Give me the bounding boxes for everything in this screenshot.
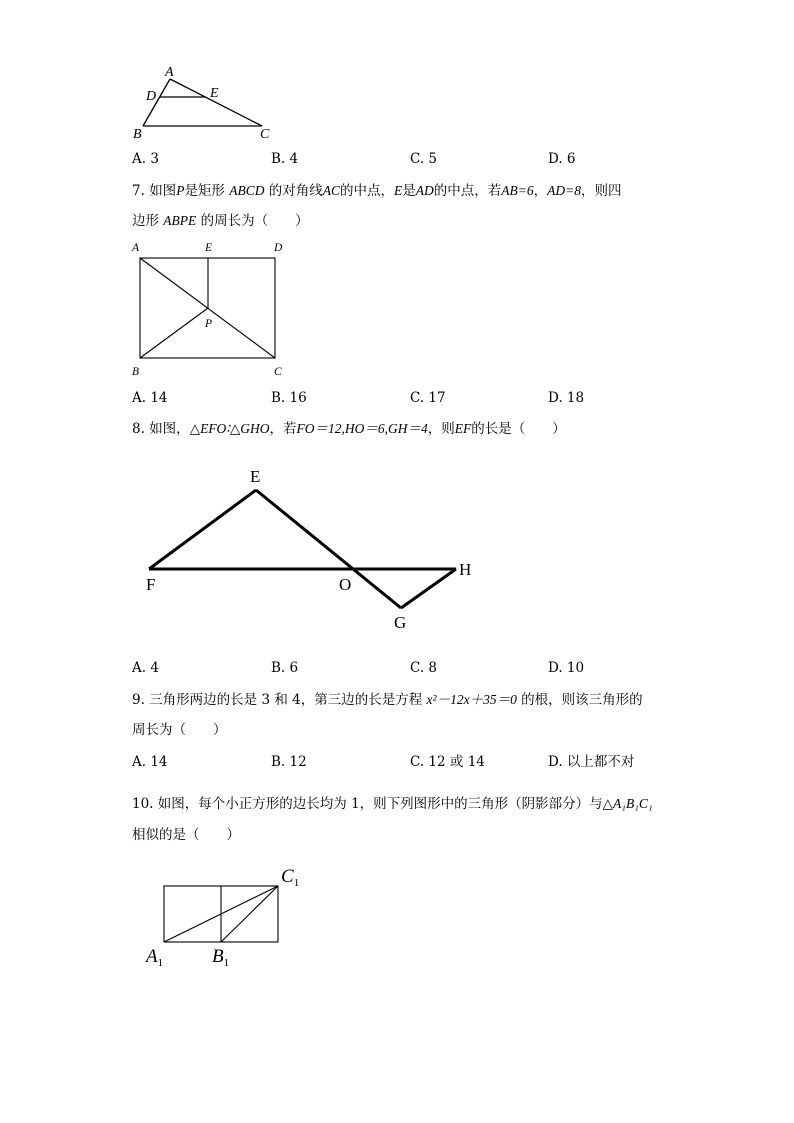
q7-text: 的周长为（ ） bbox=[200, 213, 309, 229]
label-a1 bbox=[144, 946, 163, 969]
q6-option-b[interactable]: B. 4 bbox=[271, 151, 299, 167]
q9-option-a[interactable]: A. 14 bbox=[132, 754, 168, 770]
q7-number: 7. bbox=[132, 183, 145, 199]
q7-given-ab: AB=6 bbox=[501, 183, 534, 198]
segment-b1c1 bbox=[221, 886, 278, 942]
q8-given: FO＝12,HO＝6,GH＝4 bbox=[296, 421, 428, 436]
q9-equation: x²－12x＋35＝0 bbox=[426, 692, 517, 707]
label-a1-sub: 1 bbox=[157, 957, 164, 969]
label-b: B bbox=[133, 127, 142, 142]
label-c1 bbox=[281, 866, 299, 889]
q7-var-abpe: ABPE bbox=[163, 213, 197, 228]
q8-text: ，则 bbox=[427, 421, 455, 437]
q6-option-d[interactable]: D. 6 bbox=[548, 151, 576, 167]
q7-option-c[interactable]: C. 17 bbox=[410, 390, 446, 406]
label-c: C bbox=[260, 127, 270, 142]
q10-text: 如图，每个小正方形的边长均为 1，则下列图形中的三角形（阴影部分）与 bbox=[157, 796, 603, 812]
q9-option-b[interactable]: B. 12 bbox=[271, 754, 307, 770]
q7-var-e: E bbox=[394, 183, 403, 198]
q7-text: ，则四 bbox=[581, 183, 622, 199]
label-g: G bbox=[394, 613, 407, 632]
label-c1-letter: C bbox=[281, 866, 294, 887]
q9-option-c[interactable]: C. 12 或 14 bbox=[410, 754, 485, 770]
label-c: C bbox=[274, 366, 282, 378]
q6-option-a[interactable]: A. 3 bbox=[132, 151, 159, 167]
q9-stem-line2: 周长为（ ） bbox=[132, 722, 227, 738]
label-d: D bbox=[274, 242, 283, 254]
label-a: A bbox=[132, 242, 140, 254]
q7-text: 的中点， bbox=[340, 183, 395, 199]
q6-option-c[interactable]: C. 5 bbox=[410, 151, 438, 167]
label-f: F bbox=[146, 575, 156, 594]
label-o: O bbox=[339, 575, 352, 594]
q7-var-p: P bbox=[176, 183, 185, 198]
label-d: D bbox=[146, 89, 157, 104]
q7-text: 的中点，若 bbox=[433, 183, 502, 199]
label-b1-letter: B bbox=[212, 946, 224, 967]
label-e: E bbox=[205, 242, 213, 254]
q10-triangle-ref: △A₁B₁C₁ bbox=[602, 796, 653, 811]
label-h: H bbox=[459, 560, 472, 579]
q9-text: 三角形两边的长是 3 和 4，第三边的长是方程 bbox=[149, 692, 423, 708]
label-b1-sub: 1 bbox=[223, 957, 230, 969]
q7-text: 是 bbox=[402, 183, 416, 199]
q8-option-b[interactable]: B. 6 bbox=[271, 660, 299, 676]
q8-number: 8. bbox=[132, 421, 145, 437]
label-a: A bbox=[165, 65, 174, 80]
q7-text: ， bbox=[533, 183, 548, 199]
q7-text: 的对角线 bbox=[268, 183, 323, 199]
q7-text: 是矩形 bbox=[184, 183, 225, 199]
q7-var-ad: AD bbox=[415, 183, 434, 198]
label-b: B bbox=[132, 366, 140, 378]
q7-text: 边形 bbox=[132, 213, 159, 229]
q7-given-ad: AD=8 bbox=[547, 183, 582, 198]
label-a1-letter: A bbox=[146, 946, 158, 967]
q10-number: 10. bbox=[132, 796, 154, 812]
q10-stem-line2: 相似的是（ ） bbox=[132, 827, 240, 843]
q8-option-d[interactable]: D. 10 bbox=[548, 660, 585, 676]
label-b1 bbox=[212, 946, 229, 969]
label-p: P bbox=[205, 318, 213, 330]
q7-var-ac: AC bbox=[322, 183, 341, 198]
q9-option-d[interactable]: D. 以上都不对 bbox=[548, 754, 635, 770]
q7-option-a[interactable]: A. 14 bbox=[132, 390, 168, 406]
label-e: E bbox=[210, 86, 219, 101]
q8-option-a[interactable]: A. 4 bbox=[132, 660, 159, 676]
q9-number: 9. bbox=[132, 692, 145, 708]
q8-similarity: △EFO∶△GHO bbox=[189, 421, 270, 436]
q8-text: 的长是（ ） bbox=[471, 421, 566, 437]
q9-text: 的根，则该三角形的 bbox=[521, 692, 643, 708]
q7-option-b[interactable]: B. 16 bbox=[271, 390, 307, 406]
label-e: E bbox=[250, 467, 261, 486]
q7-option-d[interactable]: D. 18 bbox=[548, 390, 585, 406]
q8-option-c[interactable]: C. 8 bbox=[410, 660, 438, 676]
q8-text: ，若 bbox=[269, 421, 297, 437]
label-c1-sub: 1 bbox=[293, 877, 300, 889]
q7-var-abcd: ABCD bbox=[229, 183, 265, 198]
q7-text: 如图 bbox=[149, 183, 177, 199]
q8-var-ef: EF bbox=[454, 421, 472, 436]
q8-text: 如图， bbox=[149, 421, 190, 437]
